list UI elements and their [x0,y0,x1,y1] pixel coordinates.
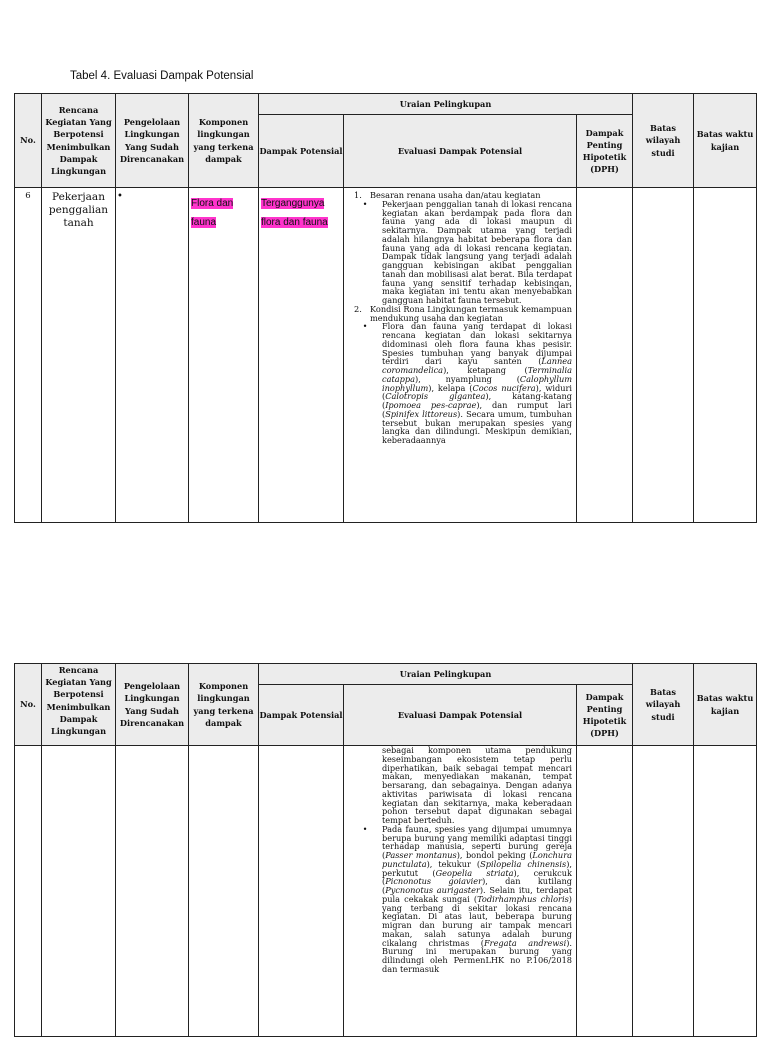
header-batas-wilayah: Batas wilayah studi [633,94,694,188]
header-pengelolaan: Pengelolaan Lingkungan Yang Sudah Direncanakan [116,664,189,746]
dph-cell [577,188,633,523]
komponen-cell [189,188,259,523]
batas-wilayah-cell [633,746,694,1037]
list-item: 2. Kondisi Rona Lingkungan termasuk kemampuan mendukung usaha dan kegiatan [354,303,572,323]
table-caption: Tabel 4. Evaluasi Dampak Potensial [70,70,254,82]
evaluasi-cell [344,188,577,523]
komponen-cell [189,746,259,1037]
list-item: sebagai komponen utama pendukung keseimbangan ekosistem tetap perlu diperhatikan, baik sebagai tempat mencari makan, menyediakan makanan, tempat bersarang, dan sebagainya. Dengan adanya aktivitas pariwisata di lokasi rencana kegiatan dan sekitarnya, maka keberadaan pohon tersebut dapat digunakan sebagai tempat berteduh. [382,746,572,825]
batas-waktu-cell [694,188,757,523]
row-number: 6 [15,188,42,523]
dampak-highlight: Terganggunya flora dan fauna [261,198,328,228]
list-item: • Pekerjaan penggalian tanah di lokasi rencana kegiatan akan berdampak pada flora dan fauna yang ada di lokasi maupun di sekitarnya. Dampak utama yang terjadi adalah hilangnya habitat beberapa flora dan fauna yang ada di lokasi rencana kegiatan. Dampak tidak langsung yang terjadi adalah gangguan kebisingan akibat penggalian tanah dan mobilisasi alat berat. Bila terdapat fauna yang sensitif terhadap kebisingan, maka kegiatan ini tentu akan menyebabkan gangguan habitat fauna tersebut. [362,198,572,305]
header-no: No. [15,664,42,746]
header-dampak-potensial: Dampak Potensial [259,685,344,746]
header-uraian: Uraian Pelingkupan [259,664,633,685]
rencana-kegiatan-cell: Pekerjaan penggalian tanah [42,188,116,523]
evaluasi-text [348,191,572,522]
batas-wilayah-cell [633,188,694,523]
row-number-cell [15,746,42,1037]
header-evaluasi: Evaluasi Dampak Potensial [344,115,577,188]
evaluasi-text [348,746,572,1036]
header-batas-wilayah: Batas wilayah studi [633,664,694,746]
header-no: No. [15,94,42,188]
rencana-kegiatan-cell [42,746,116,1037]
impact-table-part-2 [14,663,757,1037]
header-rencana: Rencana Kegiatan Yang Berpotensi Menimbulkan Dampak Lingkungan [42,94,116,188]
header-komponen: Komponen lingkungan yang terkena dampak [189,664,259,746]
header-dampak-potensial: Dampak Potensial [259,115,344,188]
list-item: • Pada fauna, spesies yang dijumpai umumnya berupa burung yang memiliki adaptasi tinggi terhadap manusia, seperti burung gereja (Passer montanus), bondol peking (Lonchura punctulata), tekukur (Spilopelia chinensis), perkutut (Geopelia striata), cerukcuk (Picnonotus goiavier), dan kutilang (Pycnonotus aurigaster). Selain itu, terdapat pula cekakak sungai (Todirhamphus chloris) yang terbang di sekitar lokasi rencana kegiatan. Di atas laut, beberapa burung migran dan burung air tampak mencari makan, salah satunya adalah burung cikalang christmas (Fregata andrewsi). Burung ini merupakan burung yang dilindungi oleh PermenLHK no P.106/2018 dan termasuk [362,823,572,974]
header-pengelolaan: Pengelolaan Lingkungan Yang Sudah Direncanakan [116,94,189,188]
dph-cell [577,746,633,1037]
evaluasi-cell [344,746,577,1037]
batas-waktu-cell [694,746,757,1037]
list-item: 1. Besaran renana usaha dan/atau kegiatan [354,191,541,200]
header-batas-waktu: Batas waktu kajian [694,664,757,746]
pengelolaan-cell: • [116,188,189,523]
header-komponen: Komponen lingkungan yang terkena dampak [189,94,259,188]
header-batas-waktu: Batas waktu kajian [694,94,757,188]
list-item: • Flora dan fauna yang terdapat di lokasi rencana kegiatan dan lokasi sekitarnya didominasi oleh flora fauna khas pesisir. Spesies tumbuhan yang banyak dijumpai terdiri dari kayu santen (Lannea coromandelica), ketapang (Terminalia catappa), nyamplung (Calophyllum inophyllum), kelapa (Cocos nucifera), widuri (Calotropis gigantea), katang-katang (Ipomoea pes-caprae), dan rumput lari (Spinifex littoreus). Secara umum, tumbuhan tersebut bukan merupakan spesies yang langka dan dilindungi. Meskipun demikian, keberadaannya [362,321,572,445]
impact-table-part-1 [14,93,757,523]
header-dph: Dampak Penting Hipotetik (DPH) [577,685,633,746]
dampak-cell [259,746,344,1037]
pengelolaan-cell [116,746,189,1037]
header-uraian: Uraian Pelingkupan [259,94,633,115]
dampak-cell [259,188,344,523]
komponen-highlight: Flora dan fauna [191,198,234,228]
header-rencana: Rencana Kegiatan Yang Berpotensi Menimbulkan Dampak Lingkungan [42,664,116,746]
header-evaluasi: Evaluasi Dampak Potensial [344,685,577,746]
header-dph: Dampak Penting Hipotetik (DPH) [577,115,633,188]
